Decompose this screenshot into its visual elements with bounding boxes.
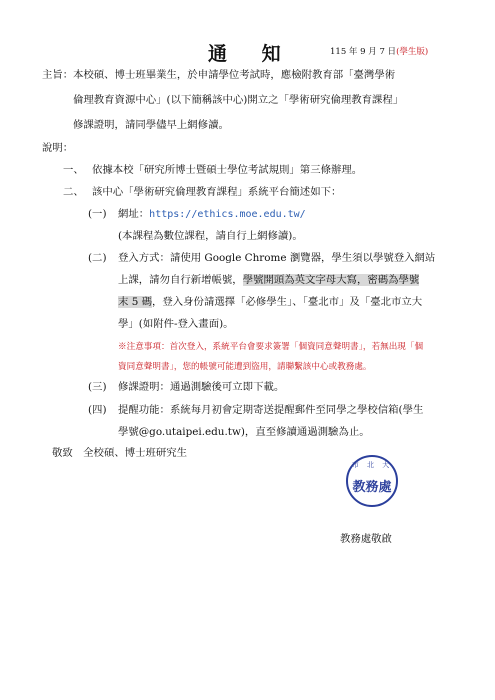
reminder-line-2: 學號@go.utaipei.edu.tw)，直至修讀通過測驗為止。 bbox=[118, 426, 370, 438]
sub-1-number: (一) bbox=[88, 208, 107, 220]
reminder-line-1: 提醒功能：系統每月初會定期寄送提醒郵件至同學之學校信箱(學生 bbox=[118, 404, 424, 416]
login-line-3-text: ，登入身份請選擇「必修學生」、「臺北市」及「臺北市立大 bbox=[152, 296, 423, 308]
login-line-1: 登入方式：請使用 Google Chrome 瀏覽器，學生須以學號登入網站 bbox=[118, 252, 436, 264]
page-title: 通 知 bbox=[208, 43, 295, 65]
login-line-4: 學」(如附件-登入畫面)。 bbox=[118, 318, 234, 330]
signature: 教務處敬啟 bbox=[340, 533, 392, 545]
date-text: 115 年 9 月 7 日 bbox=[330, 47, 397, 57]
sub-3-number: (三) bbox=[88, 381, 107, 393]
explanation-label: 說明： bbox=[42, 142, 74, 154]
website-row bbox=[118, 208, 306, 221]
sub-4-number: (四) bbox=[88, 404, 107, 416]
password-highlight: 末 5 碼 bbox=[118, 296, 152, 308]
notice-date bbox=[330, 45, 428, 57]
subject-line-1: 本校碩、博士班畢業生，於申請學位考試時，應檢附教育部「臺灣學術 bbox=[73, 69, 396, 81]
subject-label: 主旨： bbox=[42, 69, 74, 81]
certificate-text: 修課證明：通過測驗後可立即下載。 bbox=[118, 381, 285, 393]
closing-recipients: 敬致 全校碩、博士班研究生 bbox=[52, 447, 188, 459]
item-1-number: 一、 bbox=[63, 164, 84, 176]
website-label: 網址： bbox=[118, 208, 150, 220]
login-line-3 bbox=[118, 296, 422, 309]
seal-top-text: 市 北 大 bbox=[351, 461, 393, 469]
subject-line-2: 倫理教育資源中心」(以下簡稱該中心)開立之「學術研究倫理教育課程」 bbox=[73, 94, 404, 106]
ethics-website-link[interactable]: https://ethics.moe.edu.tw/ bbox=[149, 209, 306, 220]
office-seal bbox=[346, 455, 398, 507]
seal-main-text: 教務處 bbox=[352, 480, 392, 495]
course-note: (本課程為數位課程，請自行上網修讀)。 bbox=[118, 230, 303, 242]
warning-line-2: 資同意聲明書」，您的帳號可能遭到盜用，請聯繫該中心或教務處。 bbox=[118, 362, 372, 372]
warning-line-1: ※注意事項：首次登入，系統平台會要求簽署「個資同意聲明書」，若無出現「個 bbox=[118, 342, 424, 352]
subject-line-3: 修課證明，請同學儘早上網修讀。 bbox=[73, 119, 229, 131]
sub-2-number: (二) bbox=[88, 252, 107, 264]
item-2-text: 該中心「學術研究倫理教育課程」系統平台簡述如下： bbox=[92, 186, 342, 198]
login-line-2-text: 上課，請勿自行新增帳號， bbox=[118, 274, 243, 286]
audience-tag: (學生版) bbox=[396, 47, 429, 57]
login-line-2 bbox=[118, 274, 419, 287]
item-2-number: 二、 bbox=[63, 186, 84, 198]
login-id-highlight: 學號開頭為英文字母大寫，密碼為學號 bbox=[242, 274, 420, 286]
item-1-text: 依據本校「研究所博士暨碩士學位考試規則」第三條辦理。 bbox=[92, 164, 363, 176]
